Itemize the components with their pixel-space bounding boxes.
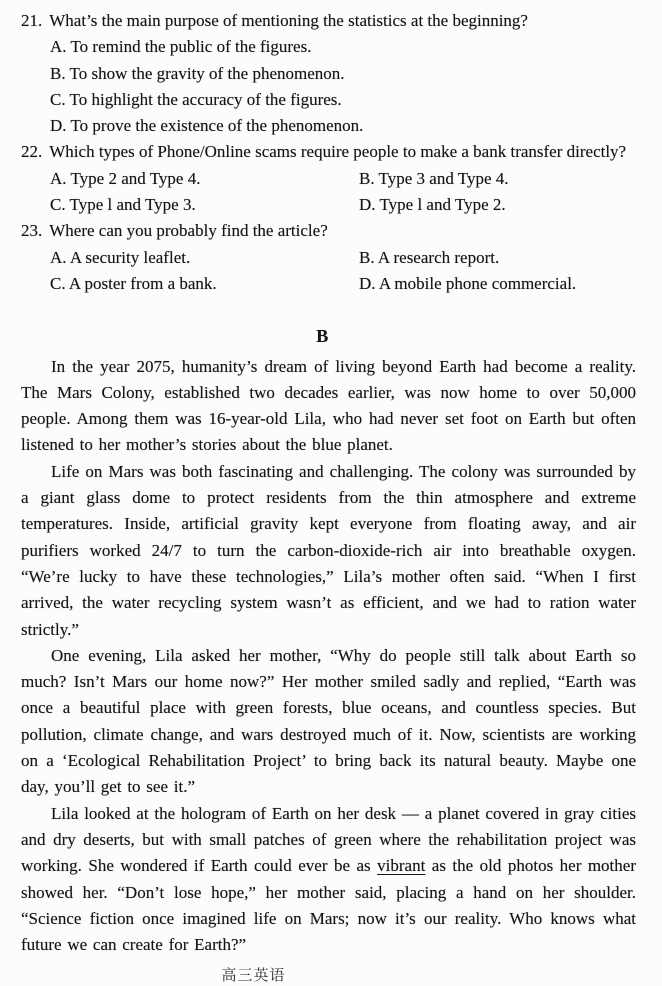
option-b: B. A research report.	[359, 247, 500, 267]
reading-passage	[21, 354, 636, 959]
passage-paragraph-4	[21, 801, 636, 959]
option-a: A. Type 2 and Type 4.	[50, 168, 201, 188]
questions-section	[21, 8, 636, 297]
page-footer: 高三英语	[221, 967, 286, 985]
option-c: C. Type l and Type 3.	[50, 195, 196, 215]
question-22-options	[50, 166, 636, 219]
paragraph-4-text-before: Lila looked at the hologram of Earth on her desk — a planet covered in gray cities and dry deserts, but with small patches of green where the rehabilitation project was working. She wondered if Earth could ever be as	[21, 803, 636, 876]
question-text: Where can you probably find the article?	[49, 221, 328, 241]
option-d: D. To prove the existence of the phenomenon.	[50, 116, 364, 136]
question-text: Which types of Phone/Online scams require people to make a bank transfer directly?	[49, 142, 627, 162]
question-21-stem	[21, 8, 636, 34]
option-a: A. To remind the public of the figures.	[50, 37, 312, 57]
question-23	[21, 218, 636, 297]
section-b-heading: B	[316, 326, 329, 347]
option-c: C. A poster from a bank.	[50, 273, 217, 293]
passage-paragraph-1: In the year 2075, humanity’s dream of living beyond Earth had become a reality. The Mars Colony, established two decades earlier, was now home to over 50,000 people. Among them was 16-year-old Lila, who had never set foot on Earth but often listened to her mother’s stories about the blue planet.	[21, 356, 636, 455]
option-b: B. To show the gravity of the phenomenon.	[50, 63, 345, 83]
option-d: D. Type l and Type 2.	[359, 195, 506, 215]
question-23-options	[50, 245, 636, 298]
question-21	[21, 8, 636, 139]
passage-paragraph-3: One evening, Lila asked her mother, “Why do people still talk about Earth so much? Isn’t Mars our home now?” Her mother smiled sadly and replied, “Earth was once a beautiful place with green forests, blue oceans, and countless species. But pollution, climate change, and wars destroyed much of it. Now, scientists are working on a ‘Ecological Rehabilitation Project’ to bring back its natural beauty. Maybe one day, you’ll get to see it.”	[21, 645, 636, 797]
paragraph-4-text-after: as the old photos her mother showed her. “Don’t lose hope,” her mother said, placing a hand on her shoulder. “Science fiction once imagined life on Mars; now it’s our reality. Who knows what future we can create for Earth?”	[21, 856, 636, 955]
question-22	[21, 139, 636, 218]
question-23-stem	[21, 218, 636, 244]
option-d: D. A mobile phone commercial.	[359, 273, 577, 293]
question-number: 22.	[21, 142, 43, 162]
passage-paragraph-2: Life on Mars was both fascinating and challenging. The colony was surrounded by a giant glass dome to protect residents from the thin atmosphere and extreme temperatures. Inside, artificial gravity kept everyone from floating away, and air purifiers worked 24/7 to turn the carbon-dioxide-rich air into breathable oxygen. “We’re lucky to have these technologies,” Lila’s mother often said. “When I first arrived, the water recycling system wasn’t as efficient, and we had to ration water strictly.”	[21, 461, 636, 639]
question-22-stem	[21, 139, 636, 165]
underlined-word-vibrant: vibrant	[377, 856, 426, 876]
question-number: 23.	[21, 221, 43, 241]
option-b: B. Type 3 and Type 4.	[359, 168, 509, 188]
option-a: A. A security leaflet.	[50, 247, 191, 267]
question-21-options	[50, 34, 636, 139]
option-c: C. To highlight the accuracy of the figures.	[50, 89, 342, 109]
question-text: What’s the main purpose of mentioning the statistics at the beginning?	[49, 11, 528, 30]
question-number: 21.	[21, 11, 43, 30]
